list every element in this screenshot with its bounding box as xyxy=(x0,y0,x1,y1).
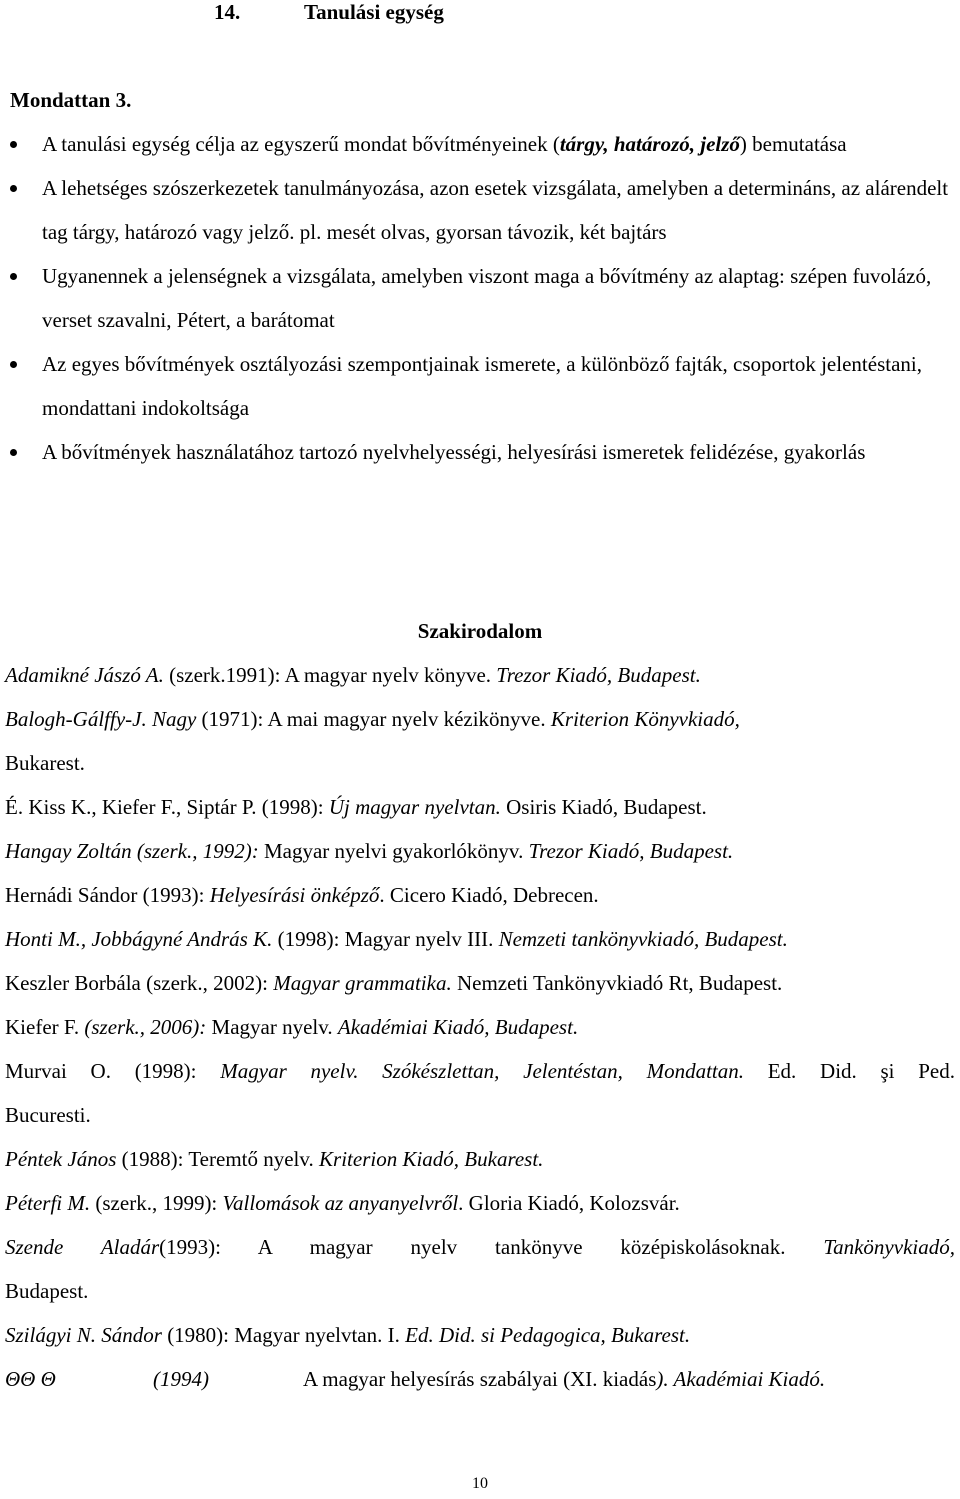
ref-title: Új magyar nyelvtan. xyxy=(328,795,501,819)
list-item xyxy=(0,342,960,430)
ref-text: (1980): Magyar nyelvtan. I. xyxy=(161,1323,406,1347)
ref-publisher: Tankönyvkiadó, xyxy=(823,1235,955,1259)
list-item-text: A tanulási egység célja az egyszerű mondat bővítményeinek ( xyxy=(42,132,560,156)
ref-publisher: Kriterion Könyvkiadó, xyxy=(550,707,740,731)
ref-publisher: Ed. Did. si Pedagogica, Bukarest. xyxy=(405,1323,691,1347)
ref-text: Bukarest. xyxy=(5,751,85,775)
ref-publisher: Trezor Kiadó, Budapest. xyxy=(496,663,701,687)
ref-publisher: Akadémiai Kiadó, Budapest. xyxy=(337,1015,579,1039)
reference-item xyxy=(5,829,955,873)
ref-text: (szerk., 2006): xyxy=(84,1015,207,1039)
ref-publisher: ). Akadémiai Kiadó. xyxy=(656,1367,826,1391)
ref-publisher: Osiris Kiadó, Budapest. xyxy=(500,795,707,819)
reference-item xyxy=(5,1313,955,1357)
ref-text: (1993): A magyar nyelv tankönyve középiskolásoknak. xyxy=(159,1235,824,1259)
reference-item xyxy=(5,873,955,917)
ref-author: Hangay Zoltán (szerk., 1992): xyxy=(5,839,259,863)
ref-text: (szerk., 1999): xyxy=(90,1191,223,1215)
list-item-emphasis: tárgy, határozó, jelző xyxy=(559,132,740,156)
list-item xyxy=(0,166,960,254)
list-item-text: A lehetséges szószerkezetek tanulmányozása, azon esetek vizsgálata, amelyben a determináns, az alárendelt tag tárgy, határozó vagy jelző. pl. mesét olvas, gyorsan távozik, két bajtárs xyxy=(42,176,949,244)
ref-author: Kiefer F. xyxy=(5,1015,85,1039)
reference-item xyxy=(5,1049,955,1137)
ref-publisher: Ed. Did. şi Ped. xyxy=(744,1059,955,1083)
ref-year: (1994) xyxy=(153,1367,209,1391)
references-title: Szakirodalom xyxy=(417,619,543,643)
reference-item xyxy=(5,1005,955,1049)
section-heading xyxy=(214,0,444,34)
ref-author: Péterfi M. xyxy=(5,1191,91,1215)
references-list xyxy=(5,653,955,1401)
reference-item xyxy=(5,917,955,961)
page-number: 10 xyxy=(472,1475,488,1492)
section-number: 14. xyxy=(214,0,241,24)
subtitle: Mondattan 3. xyxy=(10,88,132,112)
ref-publisher: Trezor Kiadó, Budapest. xyxy=(528,839,734,863)
reference-item xyxy=(5,1225,955,1313)
ref-author: ΘΘ Θ xyxy=(5,1367,56,1391)
ref-text: Budapest. xyxy=(5,1279,89,1303)
reference-item xyxy=(5,1357,955,1401)
list-item-text: ) bemutatása xyxy=(739,132,847,156)
ref-author: Péntek János xyxy=(5,1147,117,1171)
ref-title: A magyar helyesírás szabályai (XI. kiadás xyxy=(303,1367,657,1391)
reference-item xyxy=(5,1137,955,1181)
reference-item xyxy=(5,785,955,829)
ref-title: Helyesírási önképző xyxy=(209,883,380,907)
reference-item xyxy=(5,1181,955,1225)
goals-list xyxy=(0,122,960,474)
ref-author: É. Kiss K., Kiefer F., Siptár P. (1998): xyxy=(5,795,329,819)
ref-text: (szerk.1991): A magyar nyelv könyve. xyxy=(163,663,497,687)
ref-author: Hernádi Sándor (1993): xyxy=(5,883,210,907)
reference-item xyxy=(5,961,955,1005)
ref-publisher: Nemzeti Tankönyvkiadó Rt, Budapest. xyxy=(451,971,783,995)
ref-author: Murvai O. (1998): xyxy=(5,1059,221,1083)
list-item xyxy=(0,430,960,474)
ref-publisher: . Cicero Kiadó, Debrecen. xyxy=(379,883,599,907)
ref-title: Magyar nyelv. Szókészlettan, Jelentéstan, Mondattan. xyxy=(220,1059,744,1083)
ref-text: (1998): Magyar nyelv III. xyxy=(272,927,499,951)
ref-text: Magyar nyelvi gyakorlókönyv. xyxy=(258,839,529,863)
ref-author: Adamikné Jászó A. xyxy=(5,663,164,687)
ref-title: Vallomások az anyanyelvről xyxy=(222,1191,459,1215)
reference-item xyxy=(5,653,955,697)
ref-author: Szende Aladár xyxy=(5,1235,160,1259)
ref-publisher: Kriterion Kiadó, Bukarest. xyxy=(319,1147,544,1171)
ref-text: Bucuresti. xyxy=(5,1103,91,1127)
ref-text: (1971): A mai magyar nyelv kézikönyve. xyxy=(196,707,551,731)
ref-author: Honti M., Jobbágyné András K. xyxy=(5,927,273,951)
ref-publisher: . Gloria Kiadó, Kolozsvár. xyxy=(458,1191,680,1215)
list-item-text: A bővítmények használatához tartozó nyelvhelyességi, helyesírási ismeretek felidézése, gyakorlás xyxy=(42,440,866,464)
ref-title: Magyar nyelv. xyxy=(206,1015,338,1039)
section-title: Tanulási egység xyxy=(304,0,444,24)
ref-author: Szilágyi N. Sándor xyxy=(5,1323,162,1347)
list-item-text: Ugyanennek a jelenségnek a vizsgálata, amelyben viszont maga a bővítmény az alaptag: szépen fuvolázó, verset szavalni, Pétert, a barátomat xyxy=(42,264,932,332)
ref-title: Magyar grammatika. xyxy=(273,971,452,995)
ref-text: (1988): Teremtő nyelv. xyxy=(116,1147,320,1171)
ref-publisher: Nemzeti tankönyvkiadó, Budapest. xyxy=(498,927,788,951)
list-item xyxy=(0,122,960,166)
ref-author: Balogh-Gálffy-J. Nagy xyxy=(5,707,197,731)
list-item xyxy=(0,254,960,342)
list-item-text: Az egyes bővítmények osztályozási szempontjainak ismerete, a különböző fajták, csoportok jelentéstani, mondattani indokoltsága xyxy=(42,352,922,420)
ref-author: Keszler Borbála (szerk., 2002): xyxy=(5,971,274,995)
reference-item xyxy=(5,697,955,785)
